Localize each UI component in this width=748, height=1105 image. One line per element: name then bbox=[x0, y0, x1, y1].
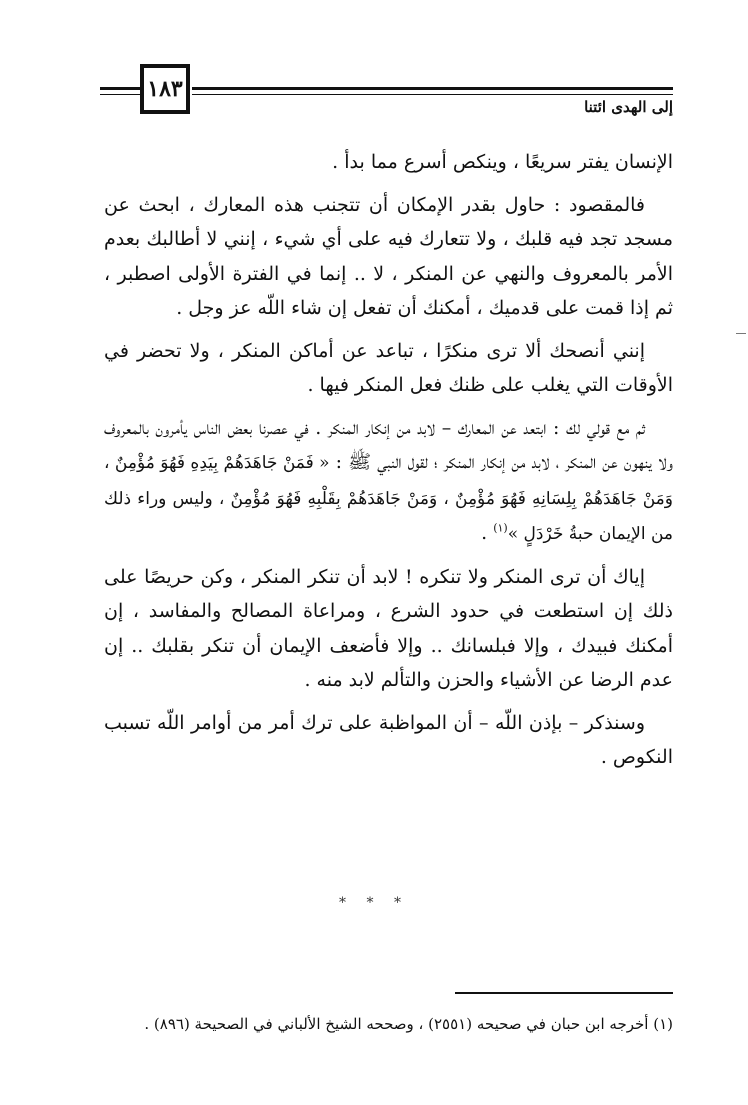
paragraph-1: الإنسان يفتر سريعًا ، وينكص أسرع مما بدأ . bbox=[332, 151, 673, 173]
page-body bbox=[104, 145, 673, 783]
header-rule-left-thick bbox=[100, 87, 140, 90]
paragraph-3: إنني أنصحك ألا ترى منكرًا ، تباعد عن أماكن المنكر ، ولا تحضر في الأوقات التي يغلب على ظنك فعل المنكر فيها . bbox=[104, 339, 673, 396]
paragraph-hadith bbox=[104, 411, 673, 552]
footnote-text: (١) أخرجه ابن حبان في صحيحه (٢٥٥١) ، وصححه الشيخ الألباني في الصحيحة (٨٩٦) . bbox=[144, 1015, 673, 1033]
paragraph-2: فالمقصود : حاول بقدر الإمكان أن تتجنب هذه المعارك ، ابحث عن مسجد تجد فيه قلبك ، ولا تتعارك فيه على أي شيء ، إنني لا أطالبك بعدم الأمر بالمعروف والنهي عن المنكر ، لا .. إنما في الفترة الأولى اصطبر ، ثم إذا قمت على قدميك ، أمكنك أن تفعل إن شاء اللّه عز وجل . bbox=[104, 193, 673, 319]
book-title: إلى الهدى ائتنا bbox=[584, 98, 673, 116]
paragraph-5: إياك أن ترى المنكر ولا تنكره ! لابد أن تنكر المنكر ، وكن حريصًا على ذلك إن استطعت في حدود الشرع ، ومراعاة المصالح والمفاسد ، إن أمكنك فبيدك ، وإلا فبلسانك .. وإلا فأضعف الإيمان أن تنكر بقلبك .. إن عدم الرضا عن الأشياء والحزن والتألم لابد منه . bbox=[104, 565, 673, 691]
hadith-quote: « فَمَنْ جَاهَدَهُمْ بِيَدِهِ فَهُوَ مُؤْمِنٌ ، وَمَنْ جَاهَدَهُمْ بِلِسَانِهِ فَهُوَ مُؤْمِنٌ ، وَمَنْ جَاهَدَهُمْ بِقَلْبِهِ فَهُوَ مُؤْمِنٌ ، وليس وراء ذلك من الإيمان حبةُ خَرْدَلٍ » bbox=[104, 453, 673, 544]
running-header bbox=[100, 62, 673, 120]
hadith-lead-text: ثم مع قولي لك : ابتعد عن المعارك – لابد من إنكار المنكر . في عصرنا بعض الناس يأمرون بالمعروف ولا ينهون عن المنكر ، لابد من إنكار المنكر ؛ لقول النبي ﷺ : bbox=[104, 416, 673, 473]
footnote-rule bbox=[455, 992, 673, 994]
hadith-tail: . bbox=[481, 522, 494, 544]
page-number: ١٨٣ bbox=[140, 64, 190, 114]
header-rule-thick bbox=[192, 87, 673, 90]
section-separator: * * * bbox=[339, 895, 409, 911]
footnote-reference[interactable]: (١) bbox=[493, 521, 508, 535]
header-rule-thin bbox=[192, 94, 673, 95]
paragraph-6: وسنذكر – بإذن اللّه – أن المواظبة على ترك أمر من أوامر اللّه تسبب النكوص . bbox=[104, 711, 673, 768]
margin-mark bbox=[736, 333, 746, 334]
header-rule-left-thin bbox=[100, 94, 140, 95]
